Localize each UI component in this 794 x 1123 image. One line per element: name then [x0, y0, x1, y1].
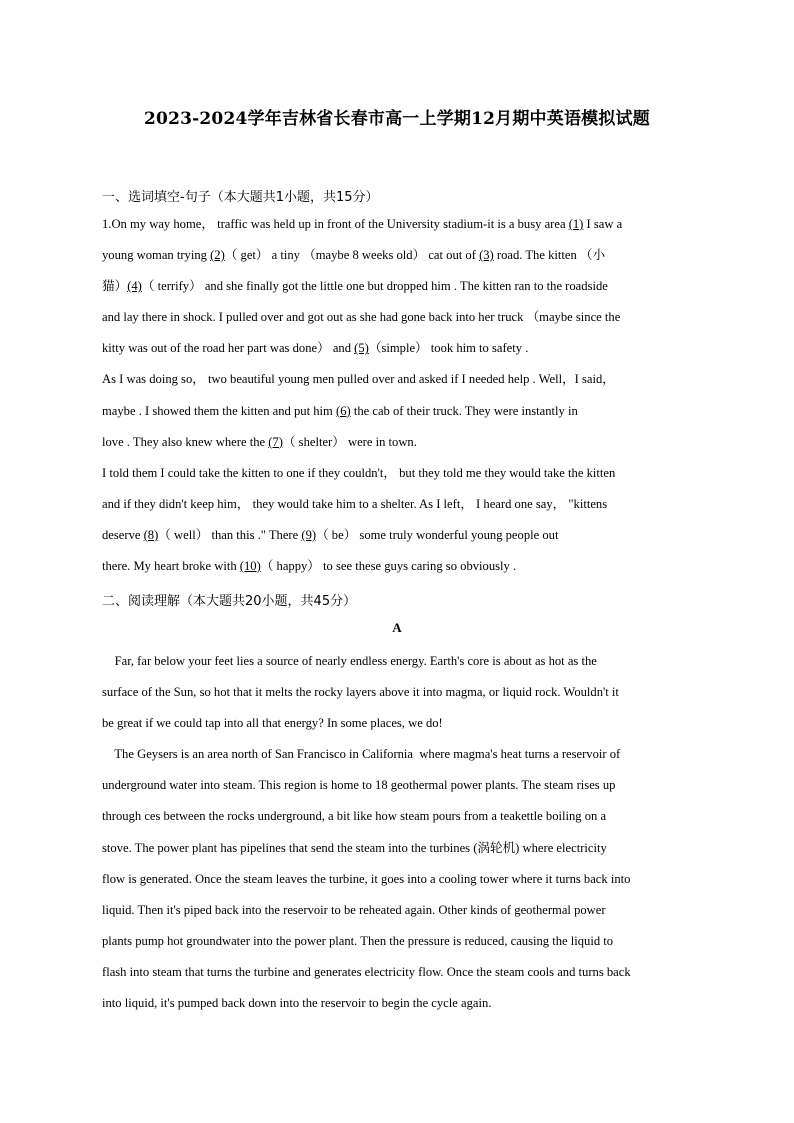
blank-4[interactable]: (4) — [127, 279, 142, 294]
passage-line: stove. The power plant has pipelines that send the steam into the turbines (涡轮机) where electricity — [102, 840, 607, 855]
q1-line-5: kitty was out of the road her part was done） and (5)（simple） took him to safety . — [102, 341, 529, 356]
blank-8[interactable]: (8) — [143, 527, 159, 542]
q1-line-1: 1.On my way home， traffic was held up in front of the University stadium-it is a busy area (1) I saw a — [102, 217, 623, 231]
q1-line-2: young woman trying (2)（ get） a tiny （maybe 8 weeks old） cat out of (3) road. The kitten （小 — [102, 248, 606, 263]
blank-2[interactable]: (2) — [210, 248, 225, 263]
passage-line: into liquid, it's pumped back down into the reservoir to begin the cycle again. — [102, 996, 492, 1011]
passage-label: A — [392, 620, 402, 635]
q1-line-10: and if they didn't keep him， they would take him to a shelter. As I left， I heard one say， "kittens — [102, 496, 608, 511]
passage-line: through ces between the rocks underground, a bit like how steam pours from a teakettle boiling on a — [102, 809, 607, 824]
blank-1[interactable]: (1) — [568, 217, 584, 231]
blank-5[interactable]: (5) — [354, 341, 369, 356]
q1-line-8: love . They also knew where the (7)（ shelter） were in town. — [102, 434, 417, 449]
passage-line: flash into steam that turns the turbine and generates electricity flow. Once the steam cools and turns back — [102, 964, 631, 979]
passage-line: Far, far below your feet lies a source of nearly endless energy. Earth's core is about as hot as the — [102, 654, 597, 668]
q1-line-9: I told them I could take the kitten to one if they couldn't， but they told me they would take the kitten — [102, 465, 616, 480]
question-1 — [102, 209, 694, 582]
q1-line-3: 猫）(4)（ terrify） and she finally got the little one but dropped him . The kitten ran to the roadside — [102, 279, 608, 294]
passage-line: The Geysers is an area north of San Francisco in California where magma's heat turns a reservoir of — [102, 747, 621, 762]
passage-line: be great if we could tap into all that energy? In some places, we do! — [102, 716, 443, 731]
blank-6[interactable]: (6) — [336, 403, 351, 418]
q1-line-6: As I was doing so， two beautiful young men pulled over and asked if I needed help . Well，I said， — [102, 372, 615, 387]
blank-9[interactable]: (9) — [301, 527, 317, 542]
blank-7[interactable]: (7) — [268, 434, 283, 449]
q1-line-11: deserve (8)（ well） than this ." There (9)（ be） some truly wonderful young people out — [102, 527, 559, 542]
page-title: 2023-2024学年吉林省长春市高一上学期12月期中英语模拟试题 — [144, 109, 650, 129]
q1-line-12: there. My heart broke with (10)（ happy） to see these guys caring so obviously . — [102, 559, 517, 574]
section-2-heading: 二、阅读理解（本大题共20小题，共45分） — [102, 594, 357, 609]
passage-line: surface of the Sun, so hot that it melts the rocky layers above it into magma, or liquid rock. Wouldn't it — [102, 685, 619, 700]
passage-line: underground water into steam. This region is home to 18 geothermal power plants. The steam rises up — [102, 778, 616, 793]
passage-line: flow is generated. Once the steam leaves the turbine, it goes into a cooling tower where it turns back into — [102, 871, 631, 886]
passage-line: liquid. Then it's piped back into the reservoir to be reheated again. Other kinds of geothermal power — [102, 902, 606, 917]
q1-line-4: and lay there in shock. I pulled over and got out as she had gone back into her truck （maybe since the — [102, 310, 621, 325]
blank-10[interactable]: (10) — [239, 559, 261, 574]
section-1-heading: 一、选词填空-句子（本大题共1小题，共15分） — [102, 190, 379, 205]
blank-3[interactable]: (3) — [479, 248, 494, 263]
q1-line-7: maybe . I showed them the kitten and put him (6) the cab of their truck. They were instantly in — [102, 403, 578, 418]
passage-line: plants pump hot groundwater into the power plant. Then the pressure is reduced, causing the liquid to — [102, 933, 614, 948]
passage-a — [102, 646, 694, 1019]
